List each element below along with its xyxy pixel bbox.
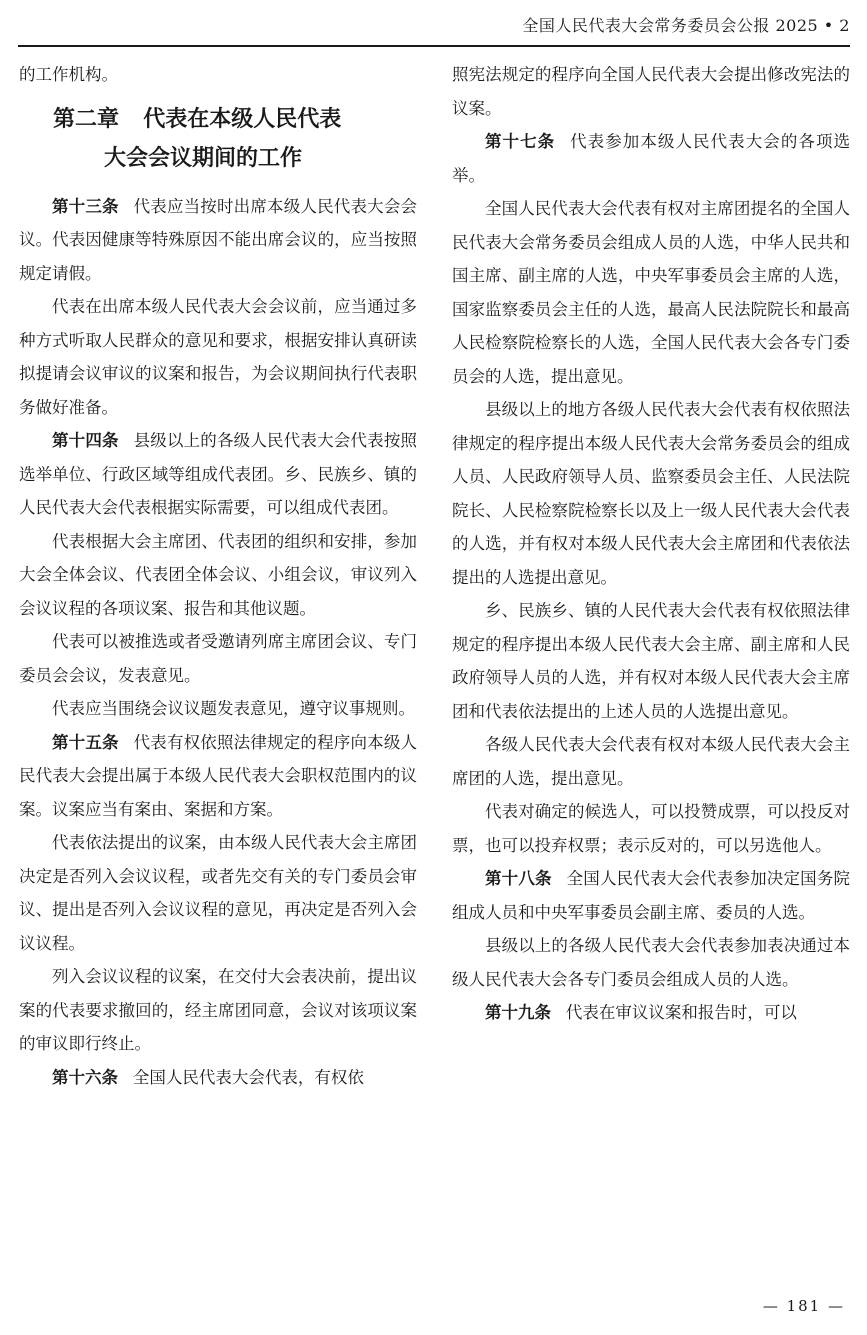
chapter-heading [19, 100, 417, 178]
paragraph: 代表依法提出的议案，由本级人民代表大会主席团决定是否列入会议议程，或者先交有关的专门委员会审议、提出是否列入会议议程的意见，再决定是否列入会议议程。 [19, 833, 417, 953]
paragraph: 代表对确定的候选人，可以投赞成票，可以投反对票，也可以投弃权票；表示反对的，可以另选他人。 [452, 802, 850, 855]
article-16 [19, 1061, 417, 1095]
right-column [452, 58, 850, 1030]
gazette-title: 全国人民代表大会常务委员会公报 2025 • 2 [522, 16, 850, 35]
article-label: 第十八条 [485, 869, 552, 888]
article-label: 第十九条 [485, 1003, 551, 1022]
paragraph: 县级以上的各级人民代表大会代表参加表决通过本级人民代表大会各专门委员会组成人员的人选。 [452, 936, 850, 989]
paragraph: 代表在出席本级人民代表大会会议前，应当通过多种方式听取人民群众的意见和要求，根据安排认真研读拟提请会议审议的议案和报告，为会议期间执行代表职务做好准备。 [19, 297, 417, 417]
page-number: — 181 — [762, 1297, 845, 1315]
article-text: 县级以上的各级人民代表大会代表按照选举单位、行政区域等组成代表团。乡、民族乡、镇的人民代表大会代表根据实际需要，可以组成代表团。 [19, 431, 418, 517]
article-text: 代表在审议议案和报告时，可以 [565, 1003, 797, 1022]
article-text: 全国人民代表大会代表参加决定国务院组成人员和中央军事委员会副主席、委员的人选。 [452, 869, 851, 922]
article-15 [19, 726, 417, 827]
paragraph: 代表根据大会主席团、代表团的组织和安排，参加大会全体会议、代表团全体会议、小组会议，审议列入会议议程的各项议案、报告和其他议题。 [19, 531, 417, 618]
article-18 [452, 862, 850, 929]
article-label: 第十七条 [485, 132, 556, 151]
article-label: 第十五条 [52, 732, 119, 752]
paragraph: 代表可以被推选或者受邀请列席主席团会议、专门委员会会议，发表意见。 [19, 632, 417, 685]
article-text: 代表应当按时出席本级人民代表大会会议。代表因健康等特殊原因不能出席会议的，应当按照规定请假。 [19, 196, 418, 283]
article-17 [452, 125, 850, 192]
article-19 [452, 996, 850, 1030]
chapter-number: 第二章 [53, 106, 120, 132]
article-13 [19, 190, 417, 291]
paragraph: 乡、民族乡、镇的人民代表大会代表有权依照法律规定的程序提出本级人民代表大会主席、副主席和人民政府领导人员的人选，并有权对本级人民代表大会主席团和代表依法提出的上述人员的人选提出意见。 [452, 601, 850, 721]
paragraph: 县级以上的地方各级人民代表大会代表有权依照法律规定的程序提出本级人民代表大会常务委员会的组成人员、人民政府领导人员、监察委员会主任、人民法院院长、人民检察院检察长以及上一级人民代表大会代表的人选，并有权对本级人民代表大会主席团和代表依法提出的人选提出意见。 [452, 400, 850, 587]
article-text: 代表参加本级人民代表大会的各项选举。 [452, 132, 851, 185]
chapter-title-line2: 大会会议期间的工作 [104, 145, 303, 171]
article-text: 全国人民代表大会代表，有权依 [132, 1067, 364, 1087]
paragraph: 的工作机构。 [19, 65, 118, 84]
paragraph: 各级人民代表大会代表有权对本级人民代表大会主席团的人选，提出意见。 [452, 735, 850, 788]
chapter-title-line1: 代表在本级人民代表 [143, 106, 342, 132]
paragraph: 列入会议议程的议案，在交付大会表决前，提出议案的代表要求撤回的，经主席团同意，会议对该项议案的审议即行终止。 [19, 967, 417, 1053]
paragraph: 照宪法规定的程序向全国人民代表大会提出修改宪法的议案。 [452, 65, 850, 118]
left-column [19, 58, 417, 1094]
paragraph: 全国人民代表大会代表有权对主席团提名的全国人民代表大会常务委员会组成人员的人选，中华人民共和国主席、副主席的人选，中央军事委员会主席的人选，国家监察委员会主任的人选，最高人民法院院长和最高人民检察院检察长的人选，全国人民代表大会各专门委员会的人选，提出意见。 [452, 199, 850, 386]
article-14 [19, 424, 417, 525]
paragraph: 代表应当围绕会议议题发表意见，遵守议事规则。 [52, 699, 415, 718]
article-label: 第十六条 [52, 1067, 118, 1087]
page-header [18, 0, 850, 47]
article-text: 代表有权依照法律规定的程序向本级人民代表大会提出属于本级人民代表大会职权范围内的议案。议案应当有案由、案据和方案。 [19, 732, 418, 819]
article-label: 第十三条 [52, 196, 119, 216]
article-label: 第十四条 [52, 431, 119, 450]
